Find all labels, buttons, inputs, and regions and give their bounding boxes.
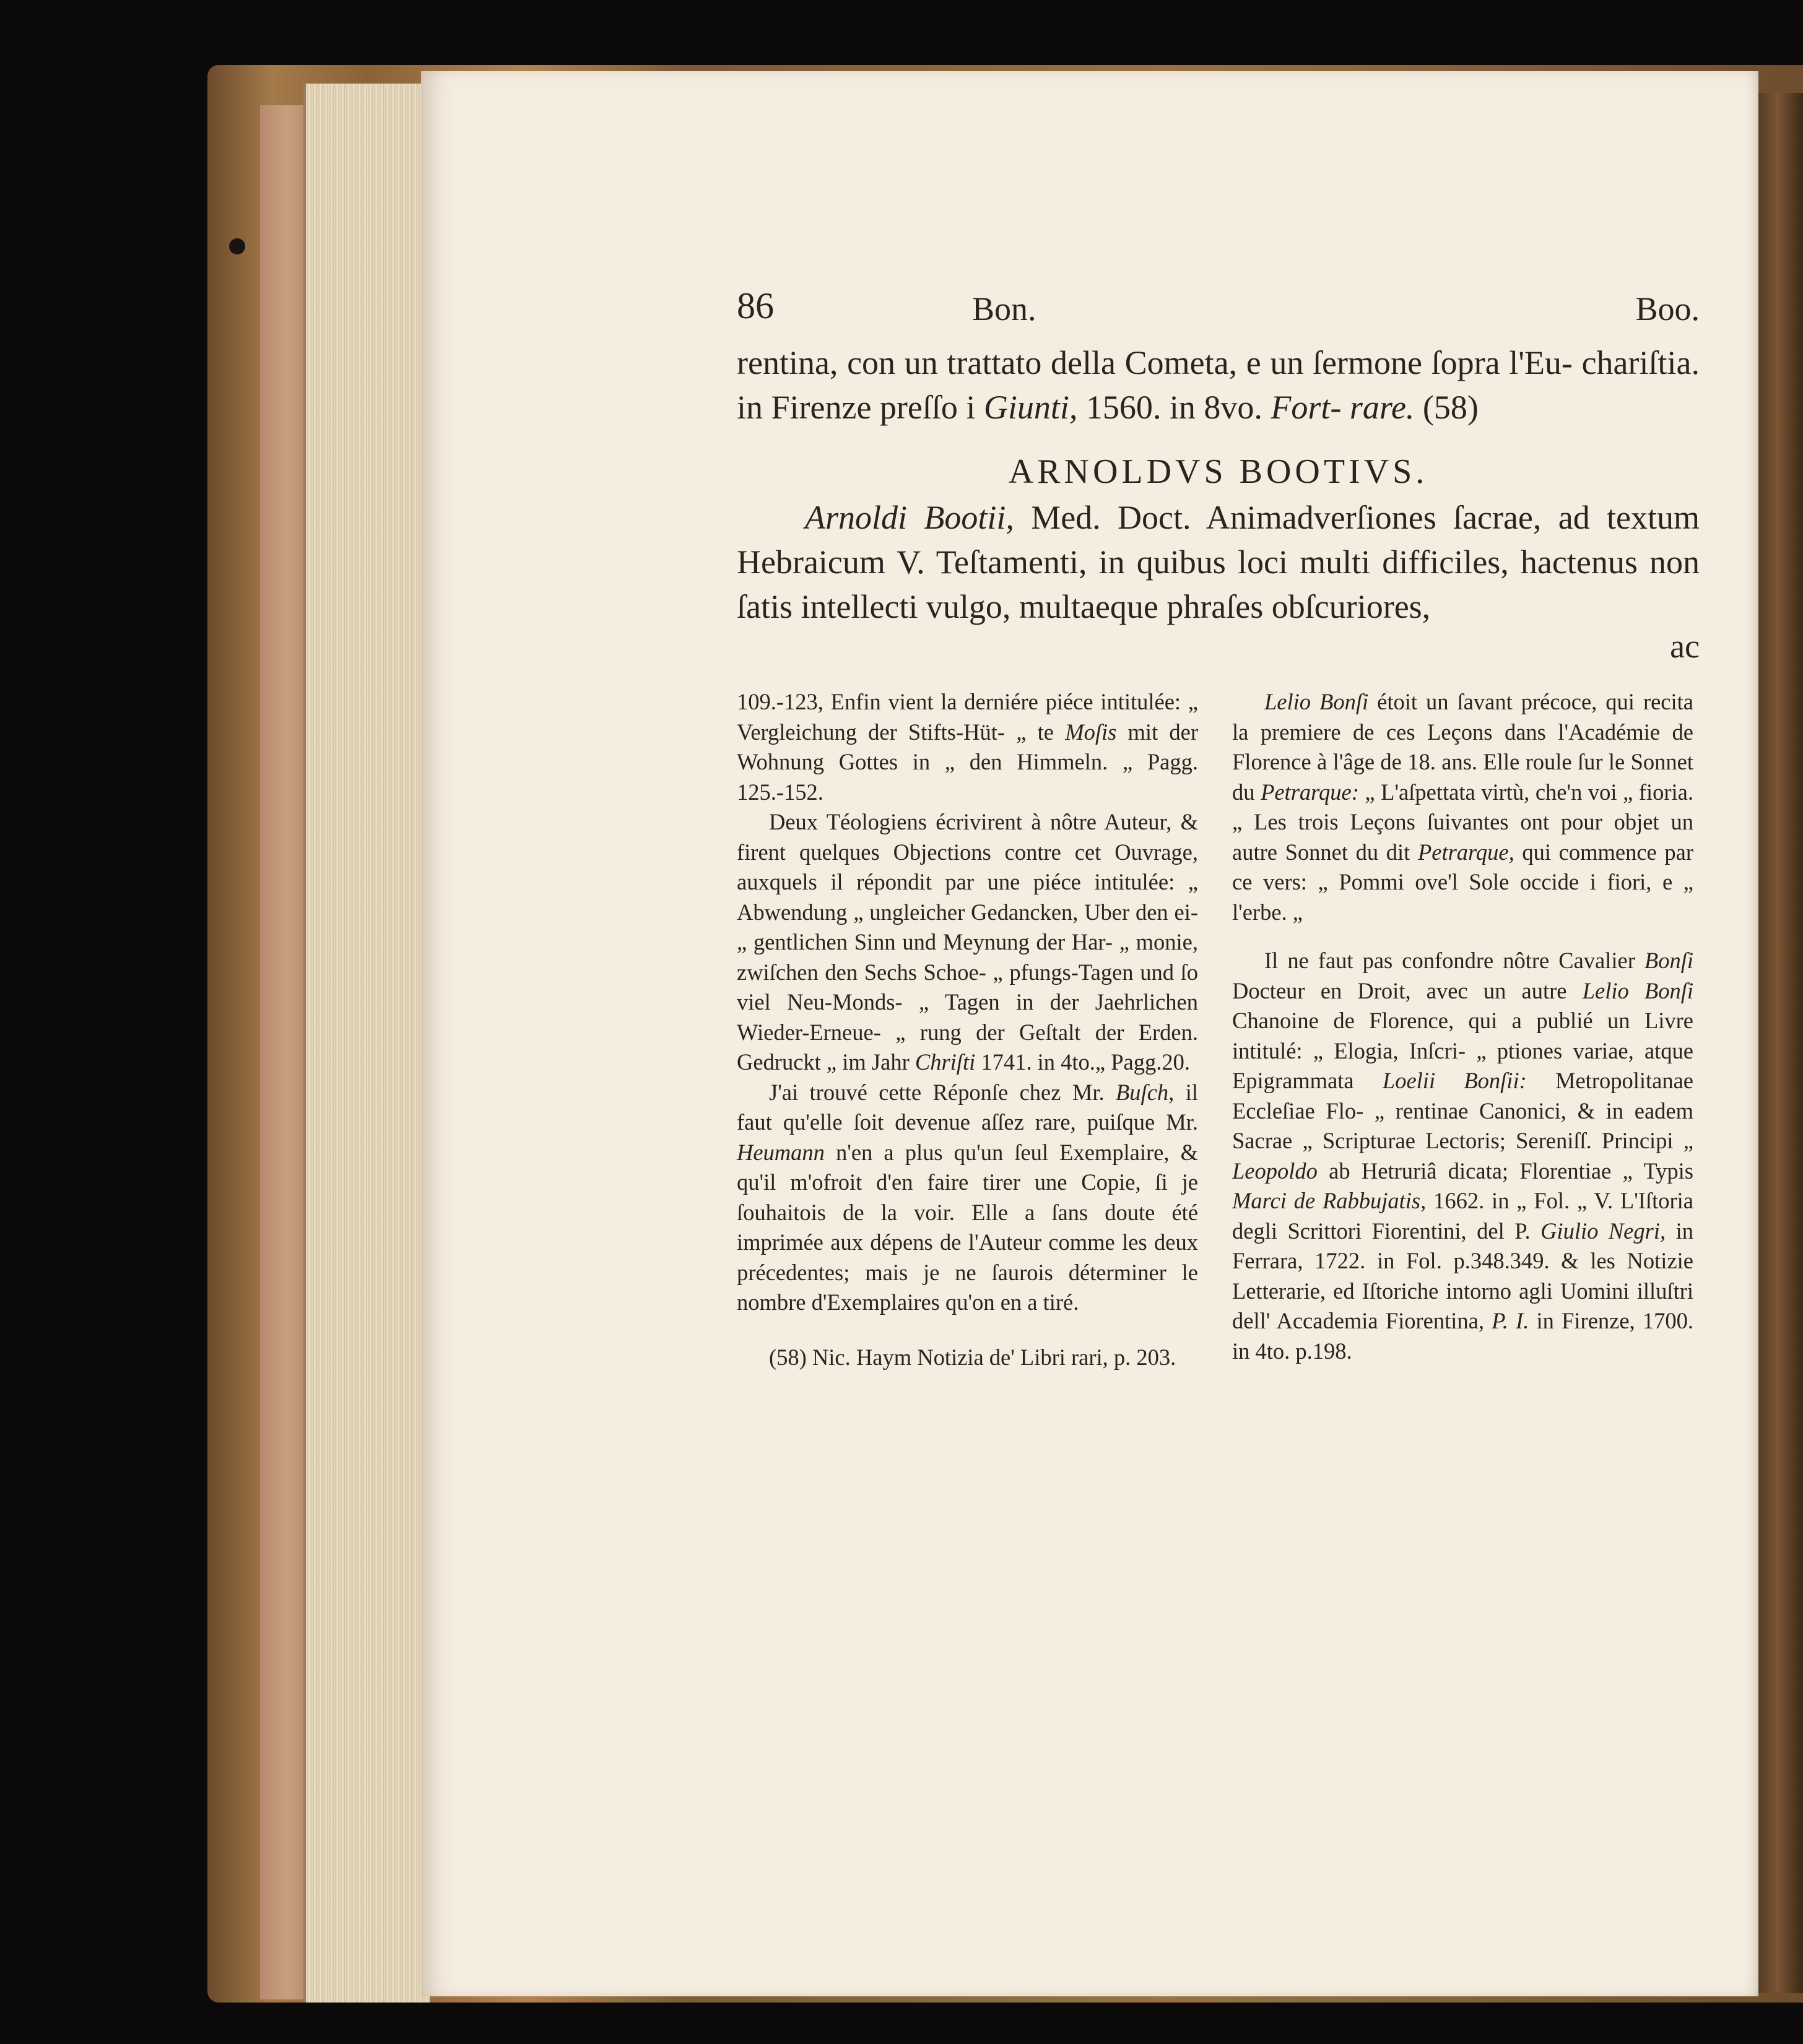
italic-run: P. I. [1492,1308,1529,1333]
italic-run: Petrarque: [1261,779,1359,805]
text-run: Docteur en Droit, avec un autre [1232,977,1583,1003]
entry-text: Med. Doct. Animadverſiones ſacrae, ad textum Hebraicum V. Teſtamenti, in quibus loci multi difficiles, hactenus non ſatis intellecti vulgo, multaeque phraſes obſcuriores, [737,499,1700,625]
intro-line: rentina, con un trattato della Cometa, e un ſermone ſopra l'Eu- [737,344,1573,381]
catchword: ac [1670,628,1700,665]
text-run: 1662. in „ Fol. „ V. L'Iſtoria degli Scrittori Fiorentini, del P. [1232,1188,1693,1244]
italic-run: Lelio Bonſi [1264,689,1369,714]
intro-paragraph [737,340,1700,430]
intro-text: 1560. in 8vo. [1077,389,1271,426]
text-run: mit der Wohnung Gottes in „ den Himmeln. „ Pagg. 125.-152. [737,719,1199,805]
page-number: 86 [737,285,774,326]
entry-title: ARNOLDVS BOOTIVS. [1008,453,1428,491]
intro-italic: Fort- [1271,389,1342,426]
text-run: n'en a plus qu'un ſeul Exemplaire, & qu'il m'ofroit d'en faire tirer une Copie, ſi je ſouhaitois de la voir. Elle a ſans doute été imprimée aux dépens de l'Auteur comme les deux précedentes; mais je ne ſaurois déterminer le nombre d'Exemplaires qu'on en a tiré. [737,1139,1198,1315]
text-run: Chanoine de Florence, qui a publié un Livre intitulé: „ Elogia, Inſcri- „ ptiones variae, atque Epigrammata [1232,1008,1693,1093]
italic-run: Loelii Bonſii: [1382,1068,1527,1093]
italic-run: Leopoldo [1232,1158,1318,1184]
italic-run: Chriſti [915,1049,976,1075]
text-run: il faut qu'elle ſoit devenue aſſez rare, puiſque Mr. [737,1079,1198,1135]
footnote: (58) Nic. Haym Notizia de' Libri rari, p. 203. [769,1344,1176,1370]
text-run: étoit un ſavant précoce, qui recita la premiere de ces Leçons dans l'Académie de Florence à l'âge de 18. ans. Elle roule ſur le Sonnet du [1232,689,1693,805]
italic-run: Heumann [737,1139,825,1165]
text-run: Il ne faut pas confondre nôtre Cavalier [1264,948,1644,973]
intro-text: chariſtia. in Firenze preſſo i [737,344,1700,426]
italic-run: Petrarque, [1417,839,1514,865]
italic-run: Moſis [1065,719,1117,745]
right-guide-word: Boo. [1635,290,1700,327]
italic-run: Giulio Negri, [1540,1218,1666,1244]
text-run: Enfin vient la derniére piéce intitulée: „ Vergleichung der Stifts-Hüt- „ te [737,689,1198,745]
page-edges [303,84,430,2003]
text-run: ab Hetruriâ dicata; Florentiae „ Typis [1317,1158,1693,1184]
left-paragraph [737,807,1198,1078]
text-run: qui commence par ce vers: „ Pommi ove'l Sole occide i fiori, e „ l'erbe. „ [1232,839,1693,925]
entry-body [737,495,1700,629]
italic-run: Marci de Rabbujatis, [1232,1188,1427,1213]
text-run: in Ferrara, 1722. in Fol. p.348.349. & les Notizie Letterarie, ed Iſtoriche intorno agli Uomini illuſtri dell' Accademia Fiorentina, [1232,1218,1693,1333]
right-column [1232,687,1693,1366]
entry-author: Arnoldi Bootii, [805,499,1014,536]
italic-run: Bonſi [1644,948,1693,973]
left-column [737,687,1198,1372]
intro-italic: Giunti, [983,389,1078,426]
italic-run: Buſch, [1116,1079,1175,1105]
right-paragraph [1232,687,1693,927]
left-guide-word: Bon. [972,290,1036,327]
left-paragraph [737,1078,1198,1318]
intro-text: (58) [1414,389,1479,426]
text-run: Deux Téologiens écrivirent à nôtre Auteur, & firent quelques Objections contre cet Ouvrage, auxquels il répondit par une piéce intitulée: „ Abwendung „ ungleicher Gedancken, Uber den ei- „ gentlichen Sinn und Meynung der Har- „ monie, zwiſchen den Sechs Schoe- „ pfungs-Tagen und ſo viel Neu-Monds- „ Tagen in der Jaehrlichen Wieder-Erneue- „ rung der Geſtalt der Erden. Gedruckt „ im Jahr [737,809,1198,1075]
italic-run: Lelio Bonſi [1582,977,1693,1003]
intro-italic: rare. [1349,389,1415,426]
page-content [737,272,1700,665]
text-run: in Firenze, 1700. in 4to. p.198. [1232,1308,1693,1364]
text-run: „ L'aſpettata virtù, che'n voi „ fioria. „ Les trois Leçons ſuivantes ont pour objet un autre Sonnet du dit [1232,779,1693,865]
running-header [737,272,1700,340]
text-run: Metropolitanae Eccleſiae Flo- „ rentinae Canonici, & in eadem Sacrae „ Scripturae Lectoris; Sereniſſ. Principi „ [1232,1068,1693,1153]
binding-hole [229,238,245,254]
right-paragraph [1232,946,1693,1366]
text-run: 109.-123, [737,689,823,714]
left-paragraph [737,687,1198,807]
cover-right-edge [1752,93,1803,1993]
text-run: J'ai trouvé cette Réponſe chez Mr. [769,1079,1116,1105]
text-run: 1741. in 4to.„ Pagg.20. [975,1049,1190,1075]
